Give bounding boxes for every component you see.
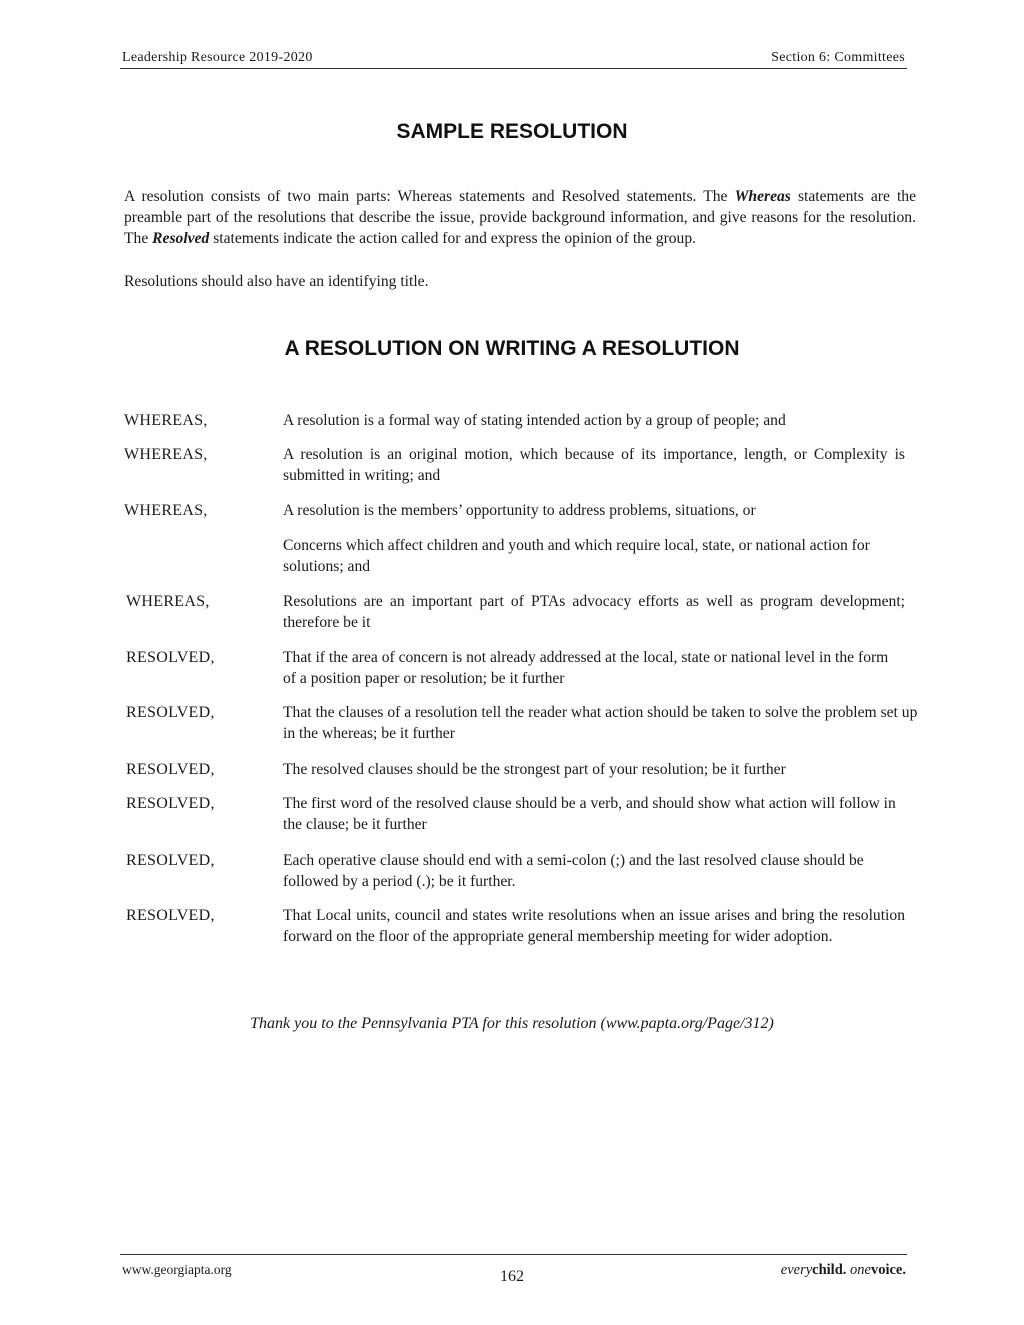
intro-resolved-term: Resolved [152,230,210,247]
slogan-voice: voice. [870,1262,906,1278]
clause-label: RESOLVED, [126,852,215,869]
clause-text: That the clauses of a resolution tell the reader what action should be taken to solve the problem set up in the whereas; be it further [283,704,918,742]
slogan-child: child. [812,1262,847,1278]
intro-text-2: statements are the preamble part of the resolutions that describe the issue, provide background information, and give reasons for the resolution. The [124,188,917,247]
clause-label: RESOLVED, [126,649,215,666]
clause-label: WHEREAS, [126,593,210,610]
slogan-every: every [780,1262,813,1278]
clause-text: The resolved clauses should be the strongest part of your resolution; be it further [283,761,786,778]
clause-text: Each operative clause should end with a semi-colon (;) and the last resolved clause should be followed by a period (.); be it further. [283,852,864,890]
clause-label: RESOLVED, [126,907,215,924]
clause-label: WHEREAS, [124,446,208,463]
page-title: SAMPLE RESOLUTION [396,120,628,143]
clause-label: RESOLVED, [126,704,215,721]
clause-text: Concerns which affect children and youth and which require local, state, or national action for solutions; and [283,537,870,575]
clause-text: A resolution is the members’ opportunity to address problems, situations, or [283,502,756,519]
clause-label: WHEREAS, [124,502,208,519]
attribution-note: Thank you to the Pennsylvania PTA for this resolution (www.papta.org/Page/312) [250,1015,774,1032]
page-header [120,50,907,69]
intro-text-1: A resolution consists of two main parts: Whereas statements and Resolved statements. The [124,188,735,205]
footer-website: www.georgiapta.org [122,1262,232,1277]
intro-text-3: statements indicate the action called for and express the opinion of the group. [209,230,697,247]
intro-whereas-term: Whereas [734,188,791,205]
clause-label: RESOLVED, [126,795,215,812]
clause-text: Resolutions are an important part of PTAs advocacy efforts as well as program development; therefore be it [283,593,905,631]
header-doc-title: Leadership Resource 2019-2020 [122,50,313,65]
intro-paragraph [124,186,916,249]
page-number: 162 [500,1268,524,1285]
clause-label: RESOLVED, [126,761,215,778]
footer-slogan [781,1262,906,1279]
slogan-one: one [846,1262,871,1278]
clause-text: A resolution is a formal way of stating intended action by a group of people; and [283,412,786,429]
clause-label: WHEREAS, [124,412,208,429]
clause-text: A resolution is an original motion, which because of its importance, length, or Complexity is submitted in writing; and [283,446,905,484]
clause-text: That if the area of concern is not already addressed at the local, state or national level in the form of a position paper or resolution; be it further [283,649,889,687]
footer-divider [120,1254,907,1255]
resolution-title: A RESOLUTION ON WRITING A RESOLUTION [284,337,740,360]
clause-text: The first word of the resolved clause should be a verb, and should show what action will follow in the clause; be it further [283,795,896,833]
header-section: Section 6: Committees [771,50,905,65]
intro-note: Resolutions should also have an identifying title. [124,273,429,290]
clause-text: That Local units, council and states write resolutions when an issue arises and bring the resolution forward on the floor of the appropriate general membership meeting for wider adoption. [283,907,905,945]
